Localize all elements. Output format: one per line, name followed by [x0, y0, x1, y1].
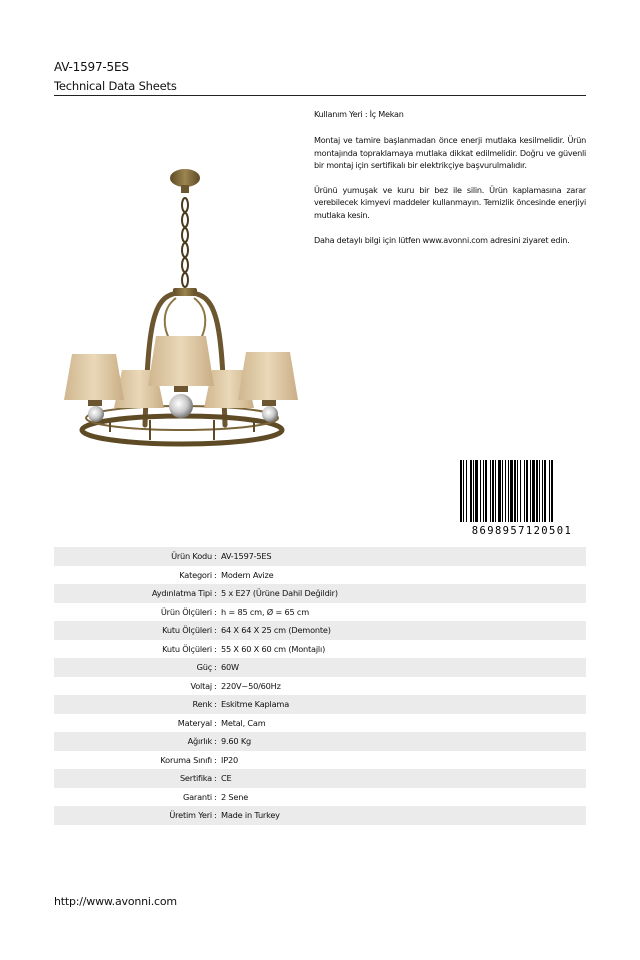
barcode-bar — [524, 460, 525, 522]
spec-label: Ürün Ölçüleri — [160, 606, 212, 617]
spec-row — [54, 695, 586, 714]
spec-label: Renk — [192, 699, 212, 710]
barcode-bar — [508, 460, 509, 522]
spec-separator: : — [214, 754, 217, 765]
spec-value: 5 x E27 (Ürüne Dahil Değildir) — [221, 588, 338, 599]
barcode-bar — [530, 460, 531, 522]
spec-value: Metal, Cam — [221, 717, 266, 728]
spec-value: 220V~50/60Hz — [221, 680, 281, 691]
spec-row — [54, 640, 586, 659]
barcode-bar — [551, 460, 553, 522]
barcode-bar — [514, 460, 516, 522]
barcode-bar — [526, 460, 528, 522]
spec-separator: : — [214, 643, 217, 654]
spec-value: CE — [221, 773, 232, 784]
safety-paragraph: Montaj ve tamire başlanmadan önce enerji mutlaka kesilmelidir. Ürün montajında topraklamaya mutlaka dikkat edilmelidir. Doğru ve güvenli bir montaj için sertifikalı bir elektrikçiye başvurulmalıdır. — [314, 135, 586, 170]
barcode-bar — [483, 460, 484, 522]
barcode-bar — [490, 460, 491, 522]
spec-row — [54, 714, 586, 733]
spec-label: Koruma Sınıfı — [160, 754, 212, 765]
spec-label: Ağırlık — [187, 736, 212, 747]
document-subtitle: Technical Data Sheets — [54, 79, 177, 93]
barcode-bar — [473, 460, 474, 522]
spec-row — [54, 806, 586, 825]
barcode-bar — [536, 460, 538, 522]
spec-value: 2 Sene — [221, 791, 249, 802]
spec-row — [54, 584, 586, 603]
barcode-bar — [549, 460, 550, 522]
spec-row — [54, 603, 586, 622]
spec-separator: : — [214, 606, 217, 617]
spec-row — [54, 751, 586, 770]
barcode-bar — [498, 460, 501, 522]
barcode-bar — [505, 460, 506, 522]
spec-row — [54, 566, 586, 585]
spec-separator: : — [214, 551, 217, 562]
spec-row — [54, 658, 586, 677]
care-paragraph: Ürünü yumuşak ve kuru bir bez ile silin. Ürün kaplamasına zarar verebilecek kimyevi maddeler kullanmayın. Temizlik öncesinde enerjiyi mutlaka kesin. — [314, 185, 586, 220]
spec-label: Üretim Yeri — [169, 810, 212, 821]
spec-label: Voltaj — [190, 680, 212, 691]
spec-separator: : — [214, 625, 217, 636]
spec-label: Aydınlatma Tipi — [151, 588, 212, 599]
barcode-bar — [520, 460, 521, 522]
barcode-bar — [542, 460, 543, 522]
spec-separator: : — [214, 810, 217, 821]
barcode-bar — [502, 460, 503, 522]
barcode-bar — [475, 460, 478, 522]
spec-row — [54, 769, 586, 788]
barcode-bar — [539, 460, 540, 522]
spec-value: 9.60 Kg — [221, 736, 251, 747]
product-code-heading: AV-1597-5ES — [54, 60, 129, 74]
barcode-bar — [460, 460, 462, 522]
barcode-bar — [532, 460, 535, 522]
spec-value: Made in Turkey — [221, 810, 280, 821]
website-paragraph: Daha detaylı bilgi için lütfen www.avonni.com adresini ziyaret edin. — [314, 235, 570, 246]
barcode-bar — [517, 460, 518, 522]
footer-url[interactable]: http://www.avonni.com — [54, 895, 177, 908]
spec-label: Kategori — [179, 569, 212, 580]
spec-row — [54, 732, 586, 751]
spec-value: h = 85 cm, Ø = 65 cm — [221, 606, 309, 617]
barcode-bar — [485, 460, 487, 522]
barcode-bar — [510, 460, 513, 522]
spec-value: 55 X 60 X 60 cm (Montajlı) — [221, 643, 326, 654]
spec-separator: : — [214, 699, 217, 710]
spec-value: 64 X 64 X 25 cm (Demonte) — [221, 625, 331, 636]
barcode-bar — [495, 460, 496, 522]
spec-label: Materyal — [177, 717, 212, 728]
barcode-bar — [492, 460, 494, 522]
spec-row — [54, 788, 586, 807]
spec-separator: : — [214, 736, 217, 747]
spec-row — [54, 621, 586, 640]
spec-label: Güç — [196, 662, 212, 673]
spec-table — [54, 547, 586, 825]
spec-label: Garanti — [182, 791, 212, 802]
usage-info — [314, 108, 586, 259]
header-divider — [54, 95, 586, 96]
barcode-bar — [544, 460, 546, 522]
spec-value: AV-1597-5ES — [221, 551, 272, 562]
spec-separator: : — [214, 569, 217, 580]
barcode-bar — [470, 460, 472, 522]
spec-row — [54, 547, 586, 566]
spec-separator: : — [214, 717, 217, 728]
spec-label: Kutu Ölçüleri — [162, 643, 212, 654]
spec-row — [54, 677, 586, 696]
barcode-digits: 8698957120501 — [471, 525, 573, 536]
spec-separator: : — [214, 791, 217, 802]
spec-label: Sertifika — [179, 773, 212, 784]
barcode — [458, 460, 586, 536]
usage-location: Kullanım Yeri : İç Mekan — [314, 109, 404, 119]
barcode-bar — [463, 460, 464, 522]
barcode-bar — [480, 460, 481, 522]
spec-value: IP20 — [221, 754, 238, 765]
spec-label: Ürün Kodu — [171, 551, 212, 562]
spec-value: Eskitme Kaplama — [221, 699, 290, 710]
spec-value: Modern Avize — [221, 569, 274, 580]
spec-separator: : — [214, 662, 217, 673]
spec-value: 60W — [221, 662, 239, 673]
spec-label: Kutu Ölçüleri — [162, 625, 212, 636]
spec-separator: : — [214, 588, 217, 599]
chandelier-image — [60, 160, 305, 460]
barcode-bar — [466, 460, 467, 522]
spec-separator: : — [214, 773, 217, 784]
spec-separator: : — [214, 680, 217, 691]
